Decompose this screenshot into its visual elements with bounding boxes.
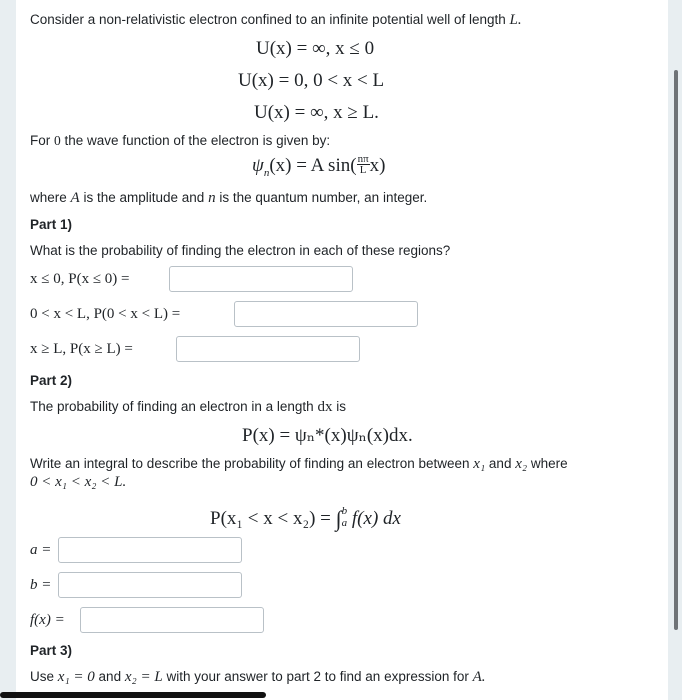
part3-amplitude-symbol: A. <box>472 669 486 685</box>
upper-limit-input[interactable] <box>58 572 242 598</box>
part3-text-pre: Use <box>30 669 55 684</box>
wave-intro-zero: 0 <box>54 133 61 148</box>
bottom-progress-bar <box>0 692 266 698</box>
potential-eq-1: U(x) = ∞, x ≤ 0 <box>256 38 375 59</box>
where-post: is the quantum number, an integer. <box>219 190 428 205</box>
write-and: and <box>488 456 512 471</box>
integral-lhs: P(x₁ < x < x₂) = <box>210 508 331 529</box>
region1-probability-input[interactable] <box>169 266 353 292</box>
wave-intro-pre: For <box>30 133 51 148</box>
wave-intro <box>30 133 330 149</box>
vertical-scrollbar[interactable] <box>674 70 678 630</box>
where-text <box>30 190 427 207</box>
part3-x1-equation: x₁ = 0 <box>57 669 95 685</box>
region2-probability-input[interactable] <box>234 301 418 327</box>
integral-body: f(x) dx <box>351 508 401 529</box>
integral-limits <box>342 505 348 529</box>
part2-text-pre: The probability of finding an electron in a length <box>30 399 314 414</box>
field-a-label-text: a = <box>30 542 52 558</box>
write-where: where <box>530 456 568 471</box>
fraction-denominator: L <box>359 164 367 177</box>
field-f-label <box>30 612 65 629</box>
integral-sign-icon: ∫ <box>335 506 342 531</box>
psi-subscript: n <box>263 166 270 179</box>
where-mid: is the amplitude and <box>83 190 205 205</box>
part3-heading: Part 3) <box>30 643 73 658</box>
part2-heading: Part 2) <box>30 373 73 388</box>
problem-page <box>16 0 668 700</box>
part3-and: and <box>98 669 122 684</box>
psi-symbol: ψ <box>252 155 264 176</box>
part2-write-line2: 0 < x₁ < x₂ < L. <box>30 474 127 490</box>
fraction-numerator: nπ <box>357 153 369 166</box>
intro-text <box>30 12 522 29</box>
part3-text-post: with your answer to part 2 to find an expression for <box>166 669 469 684</box>
part2-write-line1 <box>30 456 568 473</box>
wavefunction-equation <box>252 155 385 179</box>
write-x2-symbol: x₂ <box>515 456 528 472</box>
region3-label: x ≥ L, P(x ≥ L) = <box>30 341 133 357</box>
region2-label: 0 < x < L, P(0 < x < L) = <box>30 306 181 322</box>
where-quantum-symbol: n <box>208 190 216 206</box>
integral-upper-limit: b <box>341 504 348 517</box>
potential-eq-2: U(x) = 0, 0 < x < L <box>238 70 385 91</box>
field-b-label <box>30 577 51 594</box>
region1-label: x ≤ 0, P(x ≤ 0) = <box>30 271 130 287</box>
where-pre: where <box>30 190 67 205</box>
probability-density-equation: P(x) = ψₙ*(x)ψₙ(x)dx. <box>242 425 413 446</box>
wavefunction-fraction <box>357 154 370 175</box>
part2-text <box>30 399 346 416</box>
where-amplitude-symbol: A <box>70 190 80 206</box>
write-x1-symbol: x₁ <box>473 456 486 472</box>
wave-intro-post: the wave function of the electron is given by: <box>64 133 331 148</box>
region3-probability-input[interactable] <box>176 336 360 362</box>
part1-heading: Part 1) <box>30 217 73 232</box>
field-b-label-text: b = <box>30 577 52 593</box>
field-a-label <box>30 542 51 559</box>
part3-text <box>30 669 486 686</box>
lower-limit-input[interactable] <box>58 537 242 563</box>
field-f-label-text: f(x) = <box>30 612 65 628</box>
wavefunction-mid: (x) = A sin( <box>269 155 357 176</box>
part1-question: What is the probability of finding the electron in each of these regions? <box>30 243 451 258</box>
integrand-input[interactable] <box>80 607 264 633</box>
potential-eq-3: U(x) = ∞, x ≥ L. <box>254 102 379 123</box>
part3-x2-equation: x₂ = L <box>124 669 163 685</box>
part2-dx-symbol: dx <box>317 399 333 415</box>
wavefunction-end: x) <box>369 155 386 176</box>
intro-sentence: Consider a non-relativistic electron confined to an infinite potential well of length <box>30 12 506 27</box>
integral-lower-limit: a <box>341 516 348 529</box>
intro-length-symbol: L. <box>509 12 522 28</box>
integral-equation <box>210 504 401 532</box>
write-line1-pre: Write an integral to describe the probability of finding an electron between <box>30 456 470 471</box>
part2-text-post: is <box>336 399 346 414</box>
